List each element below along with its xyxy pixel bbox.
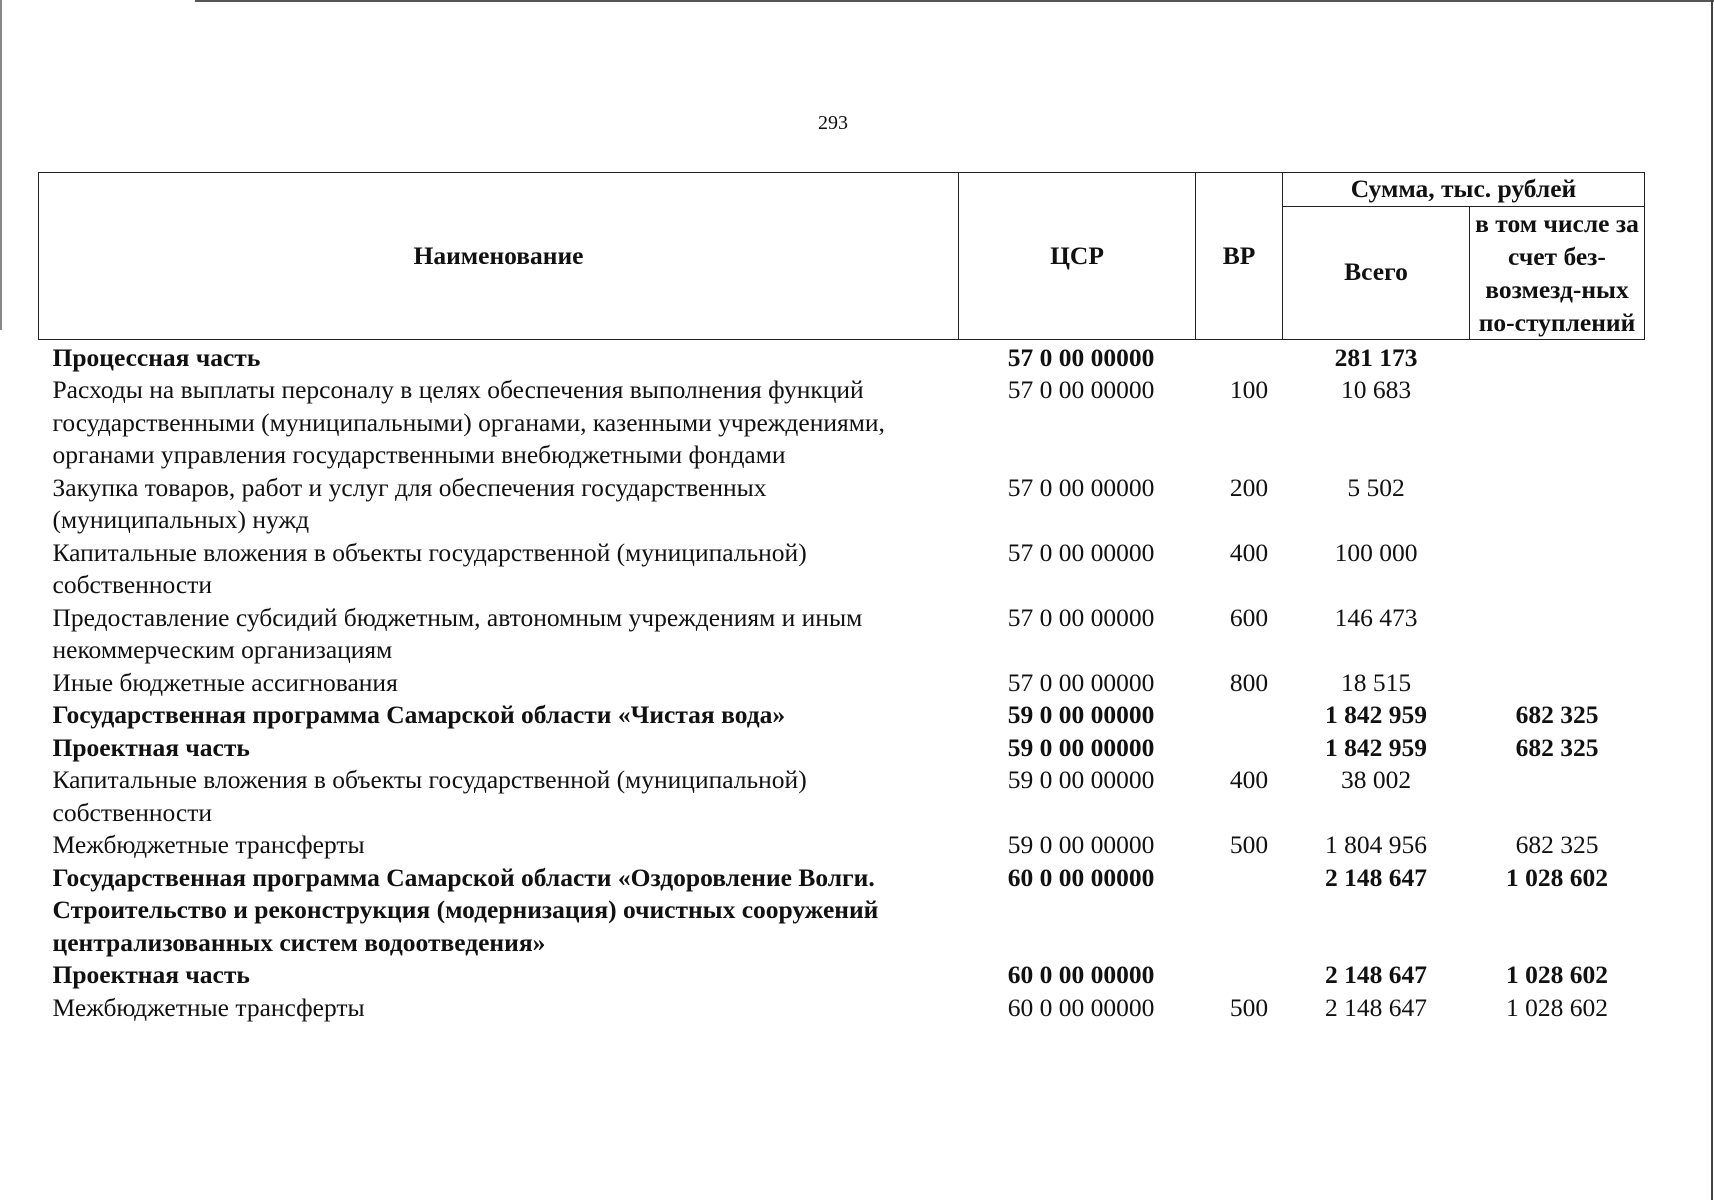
cell-csr: 60 0 00 00000 bbox=[1007, 960, 1155, 989]
cell-vr bbox=[1196, 339, 1283, 374]
cell-gratuitous bbox=[1470, 339, 1645, 374]
cell-total: 1 842 959 bbox=[1325, 732, 1427, 762]
table-row bbox=[39, 339, 1645, 374]
cell-total: 1 804 956 bbox=[1325, 830, 1427, 859]
cell-name: Государственная программа Самарской области «Чистая вода» bbox=[52, 700, 786, 729]
cell-gratuitous bbox=[1470, 537, 1645, 602]
table-row bbox=[39, 374, 1645, 472]
cell-gratuitous bbox=[1470, 602, 1645, 667]
cell-csr: 57 0 00 00000 bbox=[1007, 472, 1155, 502]
cell-vr: 100 bbox=[1229, 375, 1269, 404]
cell-csr: 57 0 00 00000 bbox=[1007, 537, 1155, 567]
cell-name: Иные бюджетные ассигнования bbox=[52, 667, 398, 697]
scan-edge-right bbox=[1711, 0, 1713, 1200]
cell-total: 10 683 bbox=[1340, 375, 1412, 404]
cell-total: 2 148 647 bbox=[1325, 862, 1427, 892]
table-header bbox=[39, 173, 1645, 340]
cell-vr: 800 bbox=[1229, 667, 1269, 697]
table-row bbox=[39, 667, 1645, 700]
cell-total: 146 473 bbox=[1334, 602, 1418, 632]
cell-vr bbox=[1196, 732, 1283, 765]
table-row bbox=[39, 829, 1645, 862]
table-row bbox=[39, 732, 1645, 765]
table-row bbox=[39, 959, 1645, 992]
header-csr: ЦСР bbox=[959, 173, 1196, 340]
cell-vr: 400 bbox=[1229, 537, 1269, 567]
cell-name: Межбюджетные трансферты bbox=[52, 992, 365, 1022]
cell-name: Межбюджетные трансферты bbox=[52, 830, 365, 859]
cell-total: 1 842 959 bbox=[1325, 700, 1427, 729]
cell-csr: 57 0 00 00000 bbox=[1007, 667, 1155, 697]
budget-table bbox=[38, 172, 1645, 1024]
header-sum: Сумма, тыс. рублей bbox=[1283, 173, 1645, 207]
cell-vr: 500 bbox=[1229, 830, 1269, 859]
table-body bbox=[39, 339, 1645, 1024]
header-gratuitous: в том числе за счет без-возмезд-ных по-ступлений bbox=[1470, 206, 1645, 339]
header-vr: ВР bbox=[1196, 173, 1283, 340]
page-number: 293 bbox=[818, 112, 848, 134]
cell-total: 281 173 bbox=[1334, 342, 1418, 372]
cell-gratuitous: 682 325 bbox=[1515, 830, 1599, 859]
cell-total: 38 002 bbox=[1340, 765, 1412, 794]
cell-gratuitous bbox=[1470, 667, 1645, 700]
cell-total: 5 502 bbox=[1347, 472, 1405, 502]
cell-csr: 59 0 00 00000 bbox=[1007, 700, 1155, 729]
table-row bbox=[39, 862, 1645, 960]
cell-vr bbox=[1196, 959, 1283, 992]
cell-vr bbox=[1196, 699, 1283, 732]
cell-csr: 60 0 00 00000 bbox=[1007, 992, 1155, 1022]
cell-name: Государственная программа Самарской области «Оздоровление Волги. Строительство и реконструкция (модернизация) очистных сооружений централизованных систем водоотведения» bbox=[52, 862, 879, 957]
cell-gratuitous: 1 028 602 bbox=[1506, 960, 1608, 989]
cell-gratuitous: 682 325 bbox=[1515, 700, 1599, 729]
cell-total: 18 515 bbox=[1340, 667, 1412, 697]
cell-name: Капитальные вложения в объекты государственной (муниципальной) собственности bbox=[52, 765, 807, 827]
table-row bbox=[39, 764, 1645, 829]
cell-csr: 59 0 00 00000 bbox=[1007, 765, 1155, 794]
cell-vr: 400 bbox=[1229, 765, 1269, 794]
cell-vr: 500 bbox=[1229, 992, 1269, 1022]
cell-vr bbox=[1196, 862, 1283, 960]
scan-edge-top bbox=[195, 0, 1714, 2]
cell-name: Проектная часть bbox=[52, 732, 250, 762]
cell-name: Процессная часть bbox=[52, 342, 261, 372]
cell-gratuitous bbox=[1470, 472, 1645, 537]
table-row bbox=[39, 992, 1645, 1025]
cell-vr: 200 bbox=[1229, 472, 1269, 502]
header-total: Всего bbox=[1283, 206, 1470, 339]
table-row bbox=[39, 472, 1645, 537]
cell-name: Расходы на выплаты персоналу в целях обеспечения выполнения функций государственными (муниципальными) органами, казенными учреждениями, органами управления государственными внебюджетными фондами bbox=[52, 375, 885, 469]
table-row bbox=[39, 602, 1645, 667]
cell-name: Закупка товаров, работ и услуг для обеспечения государственных (муниципальных) нужд bbox=[52, 472, 767, 534]
cell-vr: 600 bbox=[1229, 602, 1269, 632]
table-row bbox=[39, 537, 1645, 602]
cell-csr: 60 0 00 00000 bbox=[1007, 862, 1155, 892]
scan-edge-left bbox=[0, 0, 2, 330]
table-row bbox=[39, 699, 1645, 732]
cell-gratuitous: 1 028 602 bbox=[1506, 992, 1608, 1022]
cell-csr: 59 0 00 00000 bbox=[1007, 830, 1155, 859]
cell-csr: 57 0 00 00000 bbox=[1007, 375, 1155, 404]
cell-csr: 57 0 00 00000 bbox=[1007, 342, 1155, 372]
cell-csr: 57 0 00 00000 bbox=[1007, 602, 1155, 632]
cell-gratuitous bbox=[1470, 374, 1645, 472]
cell-gratuitous: 1 028 602 bbox=[1506, 862, 1608, 892]
header-name: Наименование bbox=[39, 173, 959, 340]
cell-name: Проектная часть bbox=[52, 960, 250, 989]
cell-name: Капитальные вложения в объекты государственной (муниципальной) собственности bbox=[52, 537, 807, 599]
cell-total: 2 148 647 bbox=[1325, 992, 1427, 1022]
cell-gratuitous: 682 325 bbox=[1515, 732, 1599, 762]
cell-gratuitous bbox=[1470, 764, 1645, 829]
cell-total: 100 000 bbox=[1334, 537, 1418, 567]
cell-total: 2 148 647 bbox=[1325, 960, 1427, 989]
cell-csr: 59 0 00 00000 bbox=[1007, 732, 1155, 762]
cell-name: Предоставление субсидий бюджетным, автономным учреждениям и иным некоммерческим организациям bbox=[52, 602, 863, 664]
